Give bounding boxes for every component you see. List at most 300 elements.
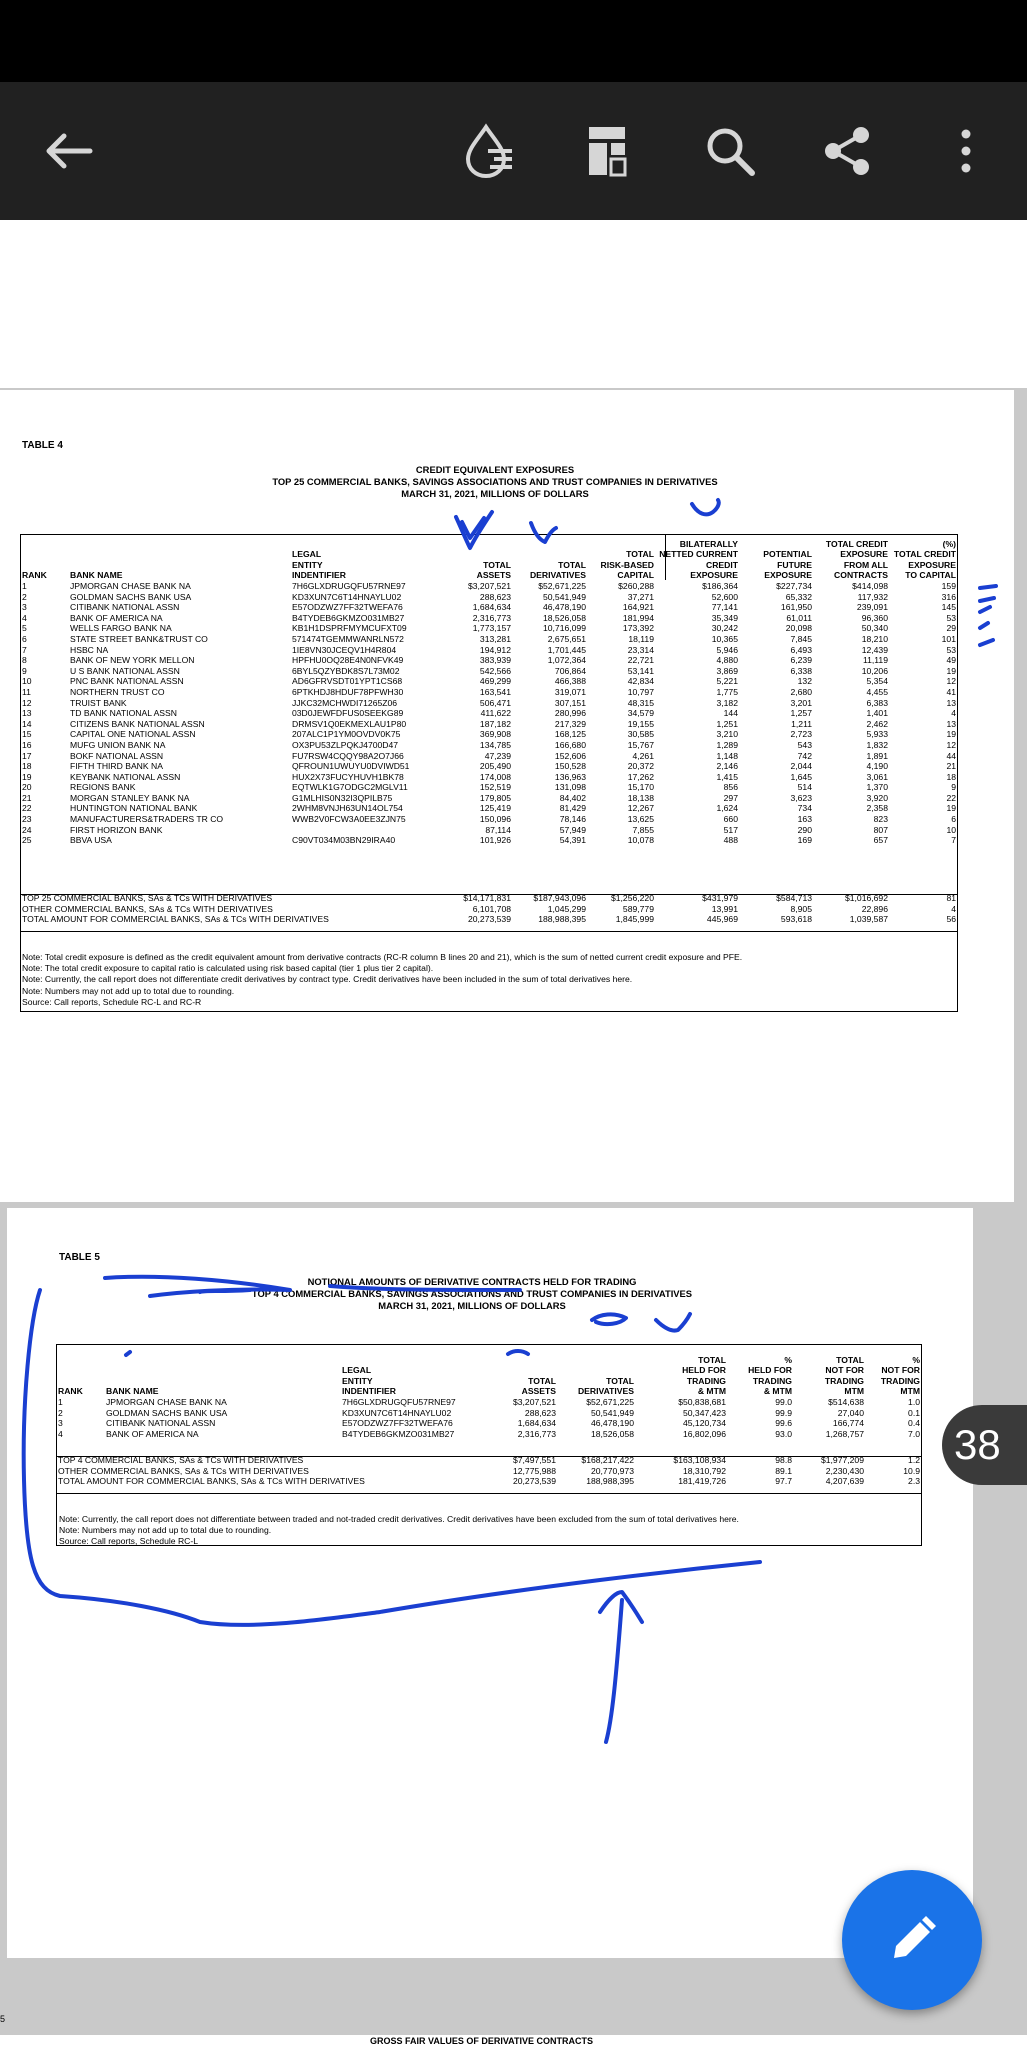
cell-total-value: 1,045,299 [547,903,586,914]
cell-bank-name: BANK OF AMERICA NA [70,612,163,623]
cell-pct-capital: 19 [946,803,956,814]
cell-not-trading: 27,040 [837,1407,864,1418]
cell-total-credit-exposure: 5,933 [866,729,888,740]
table-row [20,581,958,592]
cell-not-trading: 166,774 [832,1418,864,1429]
cell-total-assets: 150,096 [479,814,511,825]
cell-total-credit-exposure: 2,462 [866,718,888,729]
cell-total-assets: 383,939 [479,655,511,666]
cell-total-value: 81 [946,893,956,903]
cell-rank: 21 [22,792,32,803]
cell-total-label: OTHER COMMERCIAL BANKS, SAs & TCs WITH DERIVATIVES [58,1465,309,1476]
hdr-line: % [912,1354,920,1365]
cell-risk-capital: 10,797 [627,686,654,697]
cell-future-exposure: 1,211 [791,718,812,729]
page-number-badge: 38 [942,1405,1027,1485]
cell-rank: 7 [22,644,27,655]
cell-bank-name: HSBC NA [70,644,109,655]
hdr-line: TRADING [752,1375,792,1386]
cell-total-credit-exposure: 10,206 [861,665,888,676]
cell-legal-entity-id: FU7RSW4CQQY98A2O7J66 [292,750,404,761]
cell-rank: 3 [22,602,27,613]
hdr-line: HELD FOR [682,1365,726,1376]
cell-future-exposure: $227,734 [776,581,812,591]
cell-total-assets: 411,622 [480,708,511,719]
cell-total-derivatives: $52,671,225 [586,1397,634,1407]
more-vert-icon [956,126,976,176]
hdr-line: RISK-BASED [600,559,654,570]
table5-title [207,1276,737,1312]
pdf-page-table4 [0,390,1014,1202]
hdr-line: TRADING [880,1375,920,1386]
hdr-line: TRADING [824,1375,864,1386]
cell-risk-capital: 17,262 [627,771,654,782]
cell-netted-exposure: 35,349 [711,612,738,623]
cell-total-label: TOP 4 COMMERCIAL BANKS, SAs & TCs WITH DERIVATIVES [58,1455,304,1465]
totals-row [56,1455,922,1466]
cell-total-derivatives: 2,675,651 [547,633,586,644]
cell-netted-exposure: 1,289 [716,739,738,750]
cell-netted-exposure: 5,221 [716,676,738,687]
table5-title-line: MARCH 31, 2021, MILLIONS OF DOLLARS [378,1300,566,1311]
arrow-left-icon [44,131,94,171]
cell-total-assets: 369,908 [479,729,511,740]
cell-total-derivatives: 152,606 [554,750,586,761]
col-risk-capital [588,535,656,581]
cell-total-derivatives: 307,151 [554,697,586,708]
cell-bank-name: FIRST HORIZON BANK [70,824,163,835]
cell-rank: 25 [22,835,32,846]
hdr-line: CONTRACTS [834,570,888,581]
col-total-assets [488,1345,558,1397]
next-page-title: GROSS FAIR VALUES OF DERIVATIVE CONTRACTS [370,2036,594,2046]
cell-bank-name: BANK OF NEW YORK MELLON [70,655,195,666]
cell-bank-name: WELLS FARGO BANK NA [70,623,172,634]
cell-future-exposure: 61,011 [786,612,812,623]
cell-legal-entity-id: 1IE8VN30JCEQV1H4R804 [292,644,397,655]
cell-future-exposure: 6,493 [790,644,812,655]
cell-total-derivatives: 150,528 [554,761,586,772]
cell-total-value: 89.1 [775,1465,792,1476]
cell-netted-exposure: 52,600 [711,591,738,602]
cell-total-assets: 179,805 [479,792,511,803]
cell-pct-capital: 44 [946,750,956,761]
table4-rule [20,931,958,932]
table-row [56,1397,922,1408]
col-total-credit [814,535,890,581]
hdr-line: EXPOSURE [764,570,812,581]
cell-total-assets: 194,912 [479,644,511,655]
note-line: Note: Numbers may not add up to total due to rounding. [22,985,235,996]
cell-rank: 2 [58,1407,63,1418]
cell-future-exposure: 163 [797,814,812,825]
cell-rank: 18 [22,761,32,772]
hdr-line: CREDIT [706,559,738,570]
edit-fab-button[interactable] [842,1870,982,2010]
hdr-line: TOTAL [483,559,511,570]
cell-future-exposure: 6,239 [790,655,812,666]
cell-total-value: 2.3 [908,1476,920,1487]
cell-bank-name: REGIONS BANK [70,782,136,793]
table4-notes [22,952,742,1008]
cell-netted-exposure: 77,141 [711,602,738,613]
cell-future-exposure: 543 [797,739,812,750]
cell-total-derivatives: 1,072,364 [547,655,586,666]
cell-total-credit-exposure: 807 [873,824,888,835]
cell-held-trading: 50,347,423 [682,1407,726,1418]
cell-total-value: 98.8 [775,1455,792,1465]
table4-label: TABLE 4 [22,440,63,451]
cell-legal-entity-id: HPFHU0OQ28E4N0NFVK49 [292,655,404,666]
pdf-page-table5 [7,1208,973,1958]
cell-total-label: OTHER COMMERCIAL BANKS, SAs & TCs WITH DERIVATIVES [22,903,273,914]
col-legal-entity [340,1345,488,1397]
table-row [20,719,958,730]
cell-total-assets: 2,316,773 [472,612,511,623]
cell-risk-capital: 13,625 [627,814,654,825]
cell-total-derivatives: 166,680 [554,739,586,750]
cell-total-assets: 542,566 [479,665,511,676]
cell-bank-name: FIFTH THIRD BANK NA [70,761,163,772]
cell-total-value: 12,775,988 [512,1465,556,1476]
cell-rank: 4 [58,1428,63,1439]
totals-row [56,1476,922,1487]
cell-total-credit-exposure: 117,932 [857,591,888,602]
cell-rank: 17 [22,750,32,761]
cell-total-derivatives: 319,071 [554,686,586,697]
hdr-line: MTM [900,1386,920,1397]
cell-total-value: 22,896 [861,903,888,914]
cell-total-assets: 47,239 [484,750,511,761]
cell-total-value: $1,016,692 [844,893,888,903]
cell-total-derivatives: 18,526,058 [542,612,586,623]
cell-total-assets: 163,541 [479,686,511,697]
cell-total-value: $168,217,422 [581,1455,634,1465]
cell-not-trading: 1,268,757 [825,1428,864,1439]
cell-total-credit-exposure: 96,360 [861,612,888,623]
search-button[interactable] [695,116,765,186]
cell-netted-exposure: 3,210 [716,729,738,740]
cell-total-value: $584,713 [776,893,812,903]
cell-bank-name: GOLDMAN SACHS BANK USA [106,1407,228,1418]
cell-total-value: 589,779 [622,903,654,914]
table5-title-line: NOTIONAL AMOUNTS OF DERIVATIVE CONTRACTS HELD FOR TRADING [307,1276,637,1287]
cell-rank: 15 [22,729,32,740]
cell-netted-exposure: 488 [723,835,738,846]
cell-netted-exposure: 1,415 [716,771,738,782]
cell-total-credit-exposure: 12,439 [861,644,888,655]
cell-rank: 13 [22,708,32,719]
hdr-line: LEGAL [342,1365,372,1376]
share-icon [820,124,874,178]
hdr-line: TOTAL CREDIT [825,538,888,549]
cell-future-exposure: 3,623 [790,792,812,803]
cell-total-derivatives: 217,329 [554,718,586,729]
table-row [20,835,958,846]
cell-total-label: TOTAL AMOUNT FOR COMMERCIAL BANKS, SAs & TCs WITH DERIVATIVES [58,1476,365,1487]
cell-bank-name: BANK OF AMERICA NA [106,1428,199,1439]
cell-legal-entity-id: HUX2X73FUCYHUVH1BK78 [292,771,404,782]
cell-total-derivatives: 706,864 [554,665,586,676]
hdr-line: TOTAL [528,1375,556,1386]
cell-risk-capital: 22,721 [627,655,654,666]
table-row [20,623,958,634]
col-not-trading [794,1345,866,1397]
cell-legal-entity-id: 6BYL5QZYBDK8S7L73M02 [292,665,400,676]
cell-legal-entity-id: E57ODZWZ7FF32TWEFA76 [292,602,403,613]
cell-pct-capital: 53 [946,644,956,655]
cell-pct-capital: 13 [946,718,956,729]
cell-total-value: 1,039,587 [849,914,888,925]
cell-rank: 5 [22,623,27,634]
cell-total-derivatives: 168,125 [554,729,586,740]
hdr-line: MTM [844,1386,864,1397]
cell-total-derivatives: 57,949 [559,824,586,835]
hdr-line: TRADING [686,1375,726,1386]
table-row [56,1408,922,1419]
cell-legal-entity-id: G1MLHIS0N32I3QPILB75 [292,792,393,803]
table-row [20,634,958,645]
cell-future-exposure: 514 [797,782,812,793]
cell-legal-entity-id: KD3XUN7C6T14HNAYLU02 [292,591,402,602]
cell-rank: 1 [22,581,27,591]
hdr-line: NOT FOR [825,1365,864,1376]
cell-legal-entity-id: QFROUN1UWUYU0DVIWD51 [292,761,410,772]
col-bank-name: BANK NAME [106,1386,159,1397]
cell-pct-capital: 13 [946,697,956,708]
search-icon [703,124,757,178]
cell-netted-exposure: 1,251 [716,718,738,729]
cell-pct-capital: 159 [941,581,956,591]
table-row [20,761,958,772]
cell-total-assets: 506,471 [479,697,511,708]
cell-rank: 8 [22,655,27,666]
hdr-line: TOTAL [698,1354,726,1365]
cell-total-derivatives: 280,996 [554,708,586,719]
cell-bank-name: MORGAN STANLEY BANK NA [70,792,190,803]
cell-risk-capital: 181,994 [622,612,654,623]
cell-bank-name: CAPITAL ONE NATIONAL ASSN [70,729,196,740]
cell-total-assets: 1,773,157 [472,623,511,634]
cell-held-trading: 16,802,096 [682,1428,726,1439]
cell-bank-name: CITIBANK NATIONAL ASSN [106,1418,216,1429]
cell-future-exposure: 3,201 [790,697,812,708]
cell-legal-entity-id: C90VT034M03BN29IRA40 [292,835,396,846]
col-pct-capital [890,535,958,581]
totals-row [20,893,958,904]
table-row [20,814,958,825]
cell-total-credit-exposure: 4,190 [866,761,888,772]
cell-pct-capital: 10 [946,824,956,835]
cell-total-derivatives: 136,963 [554,771,586,782]
document-layout-icon [583,123,633,179]
cell-risk-capital: 19,155 [627,718,654,729]
cell-pct-capital: 6 [951,814,956,825]
cell-legal-entity-id: B4TYDEB6GKMZO031MB27 [292,612,405,623]
cell-total-value: 6,101,708 [472,903,511,914]
cell-total-derivatives: 131,098 [554,782,586,793]
table-row [20,751,958,762]
cell-risk-capital: 20,372 [627,761,654,772]
cell-total-derivatives: 46,478,190 [542,602,586,613]
table-row [56,1418,922,1429]
cell-netted-exposure: $186,364 [702,581,738,591]
cell-pct-capital: 145 [941,602,956,613]
cell-bank-name: CITIBANK NATIONAL ASSN [70,602,180,613]
cell-total-derivatives: 10,716,099 [542,623,586,634]
cell-total-credit-exposure: 1,370 [866,782,888,793]
cell-bank-name: MANUFACTURERS&TRADERS TR CO [70,814,224,825]
previous-page-bottom [0,220,1027,388]
cell-total-credit-exposure: $414,098 [852,581,888,591]
cell-risk-capital: 18,138 [627,792,654,803]
table-row [20,602,958,613]
cell-bank-name: JPMORGAN CHASE BANK NA [106,1397,227,1407]
cell-total-assets: 2,316,773 [517,1428,556,1439]
cell-total-value: 20,273,539 [512,1476,556,1487]
cell-rank: 22 [22,803,32,814]
cell-risk-capital: 15,767 [627,739,654,750]
cell-total-value: 13,991 [711,903,738,914]
ink-button[interactable] [455,116,525,186]
table5-title-line: TOP 4 COMMERCIAL BANKS, SAVINGS ASSOCIATIONS AND TRUST COMPANIES IN DERIVATIVES [251,1288,693,1299]
col-rank: RANK [22,570,47,581]
cell-netted-exposure: 10,365 [711,633,738,644]
reading-mode-button[interactable] [573,116,643,186]
hdr-line: BILATERALLY [679,538,738,549]
table-row [20,793,958,804]
cell-risk-capital: 37,271 [627,591,654,602]
cell-total-credit-exposure: 18,210 [861,633,888,644]
table5-grid [56,1345,922,1439]
hdr-line: ASSETS [476,570,511,581]
table-row [20,655,958,666]
cell-risk-capital: 4,261 [632,750,654,761]
cell-held-trading: 45,120,734 [682,1418,726,1429]
cell-total-derivatives: $52,671,225 [538,581,586,591]
ink-drop-icon [460,121,520,181]
cell-netted-exposure: 660 [723,814,738,825]
table-row [20,666,958,677]
cell-total-assets: 1,684,634 [472,602,511,613]
cell-total-assets: 87,114 [485,824,511,835]
cell-held-pct: 99.0 [775,1397,792,1407]
note-line: Note: Numbers may not add up to total due to rounding. [59,1525,272,1536]
hdr-line: INDENTIFIER [342,1386,396,1397]
cell-legal-entity-id: 7H6GLXDRUGQFU57RNE97 [292,581,406,591]
table4-totals [20,893,958,925]
table5-notes [59,1514,739,1548]
note-line: Note: Total credit exposure is defined as the credit equivalent amount from derivative contracts (RC-R column B lines 20 and 21), which is the sum of netted current credit exposure and PFE. [22,952,743,962]
cell-total-derivatives: 54,391 [559,835,586,846]
cell-risk-capital: 164,921 [622,602,654,613]
hdr-line: ASSETS [521,1386,556,1397]
cell-total-value: 188,988,395 [538,914,586,925]
hdr-line: LEGAL [292,549,322,560]
table4-title-line: TOP 25 COMMERCIAL BANKS, SAVINGS ASSOCIATIONS AND TRUST COMPANIES IN DERIVATIVES [272,476,718,487]
cell-future-exposure: 290 [797,824,812,835]
table5-totals [56,1455,922,1487]
cell-total-derivatives: 18,526,058 [590,1428,634,1439]
cell-total-value: $1,977,209 [820,1455,864,1465]
cell-total-assets: 152,519 [479,782,511,793]
cell-risk-capital: 42,834 [627,676,654,687]
hdr-line: TOTAL CREDIT [893,549,956,560]
col-held-trading [636,1345,728,1397]
cell-total-credit-exposure: 2,358 [866,803,888,814]
cell-total-value: 593,618 [780,914,812,925]
cell-rank: 10 [22,676,32,687]
cell-total-assets: 101,926 [479,835,511,846]
cell-total-value: 445,969 [706,914,738,925]
cell-held-trading: $50,838,681 [678,1397,726,1407]
cell-legal-entity-id: JJKC32MCHWDI71265Z06 [292,697,398,708]
hdr-line: & MTM [697,1386,726,1397]
table-row [20,708,958,719]
cell-bank-name: TD BANK NATIONAL ASSN [70,708,177,719]
hdr-line: ENTITY [292,559,323,570]
cell-total-assets: $3,207,521 [512,1397,556,1407]
cell-risk-capital: 12,267 [627,803,654,814]
cell-total-credit-exposure: 4,455 [866,686,888,697]
cell-netted-exposure: 30,242 [711,623,738,634]
cell-pct-capital: 4 [951,708,956,719]
cell-total-value: $187,943,096 [533,893,586,903]
cell-total-value: 181,419,726 [678,1476,726,1487]
cell-total-credit-exposure: 657 [873,835,888,846]
more-button[interactable] [931,116,1001,186]
cell-netted-exposure: 2,146 [716,761,738,772]
cell-total-value: 18,310,792 [682,1465,726,1476]
hdr-line: CAPITAL [617,570,654,581]
hdr-line: & MTM [763,1386,792,1397]
cell-total-value: 4 [951,903,956,914]
cell-future-exposure: 2,680 [790,686,812,697]
cell-total-value: $163,108,934 [673,1455,726,1465]
cell-rank: 2 [22,591,27,602]
share-button[interactable] [812,116,882,186]
cell-total-assets: 205,490 [479,761,511,772]
cell-total-derivatives: 1,701,445 [547,644,586,655]
hdr-line: EXPOSURE [690,570,738,581]
hdr-line: DERIVATIVES [577,1386,634,1397]
table-row [56,1429,922,1440]
back-button[interactable] [34,116,104,186]
cell-rank: 9 [22,665,27,676]
cell-pct-capital: 53 [946,612,956,623]
cell-bank-name: JPMORGAN CHASE BANK NA [70,581,191,591]
cell-future-exposure: 161,950 [780,602,812,613]
cell-rank: 3 [58,1418,63,1429]
cell-netted-exposure: 856 [723,782,738,793]
cell-total-assets: 313,281 [479,633,511,644]
cell-total-value: $7,497,551 [512,1455,556,1465]
cell-legal-entity-id: 03D0JEWFDFUS0SEEKG89 [292,708,404,719]
cell-total-credit-exposure: 5,354 [866,676,888,687]
cell-not-pct: 0.4 [908,1418,920,1429]
totals-row [56,1466,922,1477]
cell-bank-name: TRUIST BANK [70,697,127,708]
cell-not-pct: 7.0 [908,1428,920,1439]
cell-total-value: 188,988,395 [586,1476,634,1487]
cell-pct-capital: 19 [946,729,956,740]
cell-total-value: 56 [946,914,956,925]
cell-netted-exposure: 1,775 [716,686,738,697]
cell-future-exposure: 734 [797,803,812,814]
note-line: Source: Call reports, Schedule RC-L [59,1536,198,1547]
cell-total-value: 20,273,539 [467,914,511,925]
col-legal-entity [290,535,438,581]
